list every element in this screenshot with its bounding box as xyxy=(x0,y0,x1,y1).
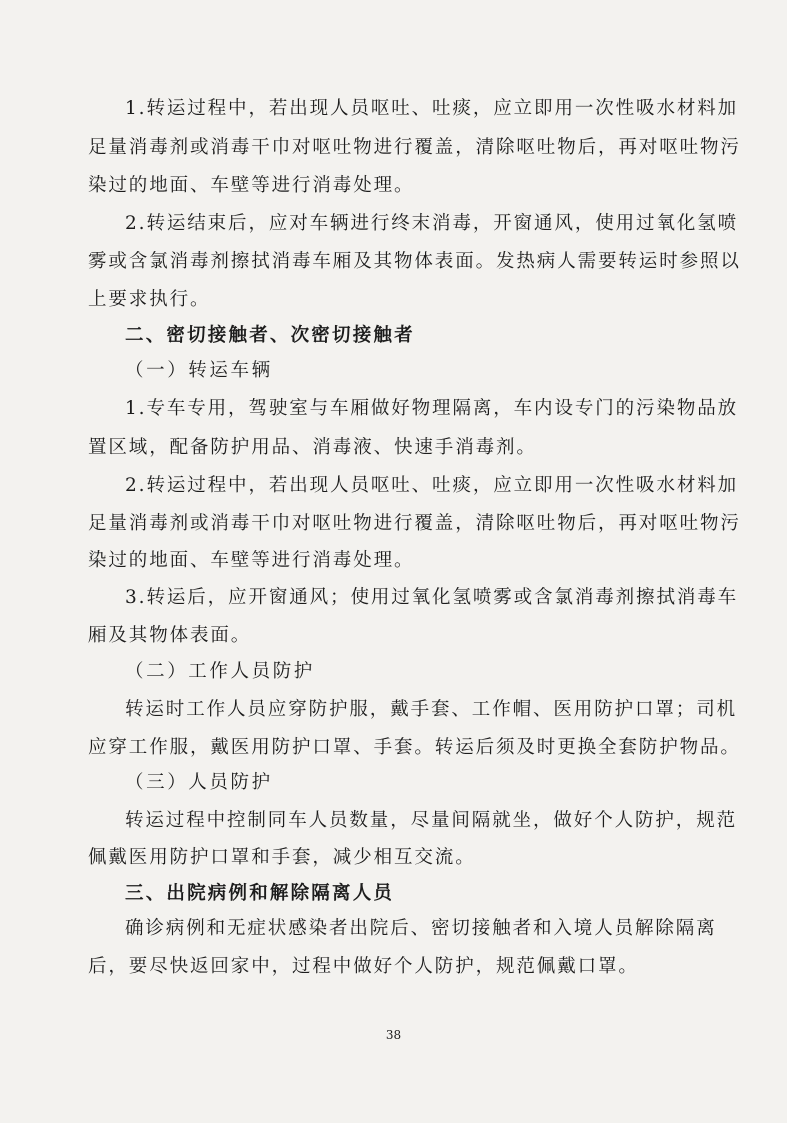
paragraph-line: 足量消毒剂或消毒干巾对呕吐物进行覆盖，清除呕吐物后，再对呕吐物污 xyxy=(88,513,741,534)
section-heading: 三、出院病例和解除隔离人员 xyxy=(125,883,395,904)
paragraph-line: 2.转运结束后，应对车辆进行终末消毒，开窗通风，使用过氧化氢喷 xyxy=(125,213,739,234)
page-number: 38 xyxy=(385,1028,402,1042)
paragraph-line: 后，要尽快返回家中，过程中做好个人防护，规范佩戴口罩。 xyxy=(88,956,639,977)
subsection-heading: （三）人员防护 xyxy=(125,772,273,793)
paragraph-line: 染过的地面、车壁等进行消毒处理。 xyxy=(88,550,415,571)
paragraph-line: 上要求执行。 xyxy=(88,289,211,310)
paragraph-line: 1.专车专用，驾驶室与车厢做好物理隔离，车内设专门的污染物品放 xyxy=(125,398,739,419)
paragraph-line: 转运过程中控制同车人员数量，尽量间隔就坐，做好个人防护，规范 xyxy=(125,810,738,831)
paragraph-line: 3.转运后，应开窗通风；使用过氧化氢喷雾或含氯消毒剂擦拭消毒车 xyxy=(125,587,739,608)
paragraph-line: 置区域，配备防护用品、消毒液、快速手消毒剂。 xyxy=(88,437,537,458)
paragraph-line: 佩戴医用防护口罩和手套，减少相互交流。 xyxy=(88,847,476,868)
paragraph-line: 应穿工作服，戴医用防护口罩、手套。转运后须及时更换全套防护物品。 xyxy=(88,737,741,758)
subsection-heading: （二）工作人员防护 xyxy=(125,661,315,682)
paragraph-line: 足量消毒剂或消毒干巾对呕吐物进行覆盖，清除呕吐物后，再对呕吐物污 xyxy=(88,137,741,158)
paragraph-line: 1.转运过程中，若出现人员呕吐、吐痰，应立即用一次性吸水材料加 xyxy=(125,98,739,119)
paragraph-line: 雾或含氯消毒剂擦拭消毒车厢及其物体表面。发热病人需要转运时参照以 xyxy=(88,251,741,272)
paragraph-line: 2.转运过程中，若出现人员呕吐、吐痰，应立即用一次性吸水材料加 xyxy=(125,475,739,496)
paragraph-line: 厢及其物体表面。 xyxy=(88,625,252,646)
paragraph-line: 转运时工作人员应穿防护服，戴手套、工作帽、医用防护口罩；司机 xyxy=(125,699,738,720)
paragraph-line: 确诊病例和无症状感染者出院后、密切接触者和入境人员解除隔离 xyxy=(125,918,717,939)
paragraph-line: 染过的地面、车壁等进行消毒处理。 xyxy=(88,175,415,196)
subsection-heading: （一）转运车辆 xyxy=(125,360,273,381)
section-heading: 二、密切接触者、次密切接触者 xyxy=(125,325,415,346)
